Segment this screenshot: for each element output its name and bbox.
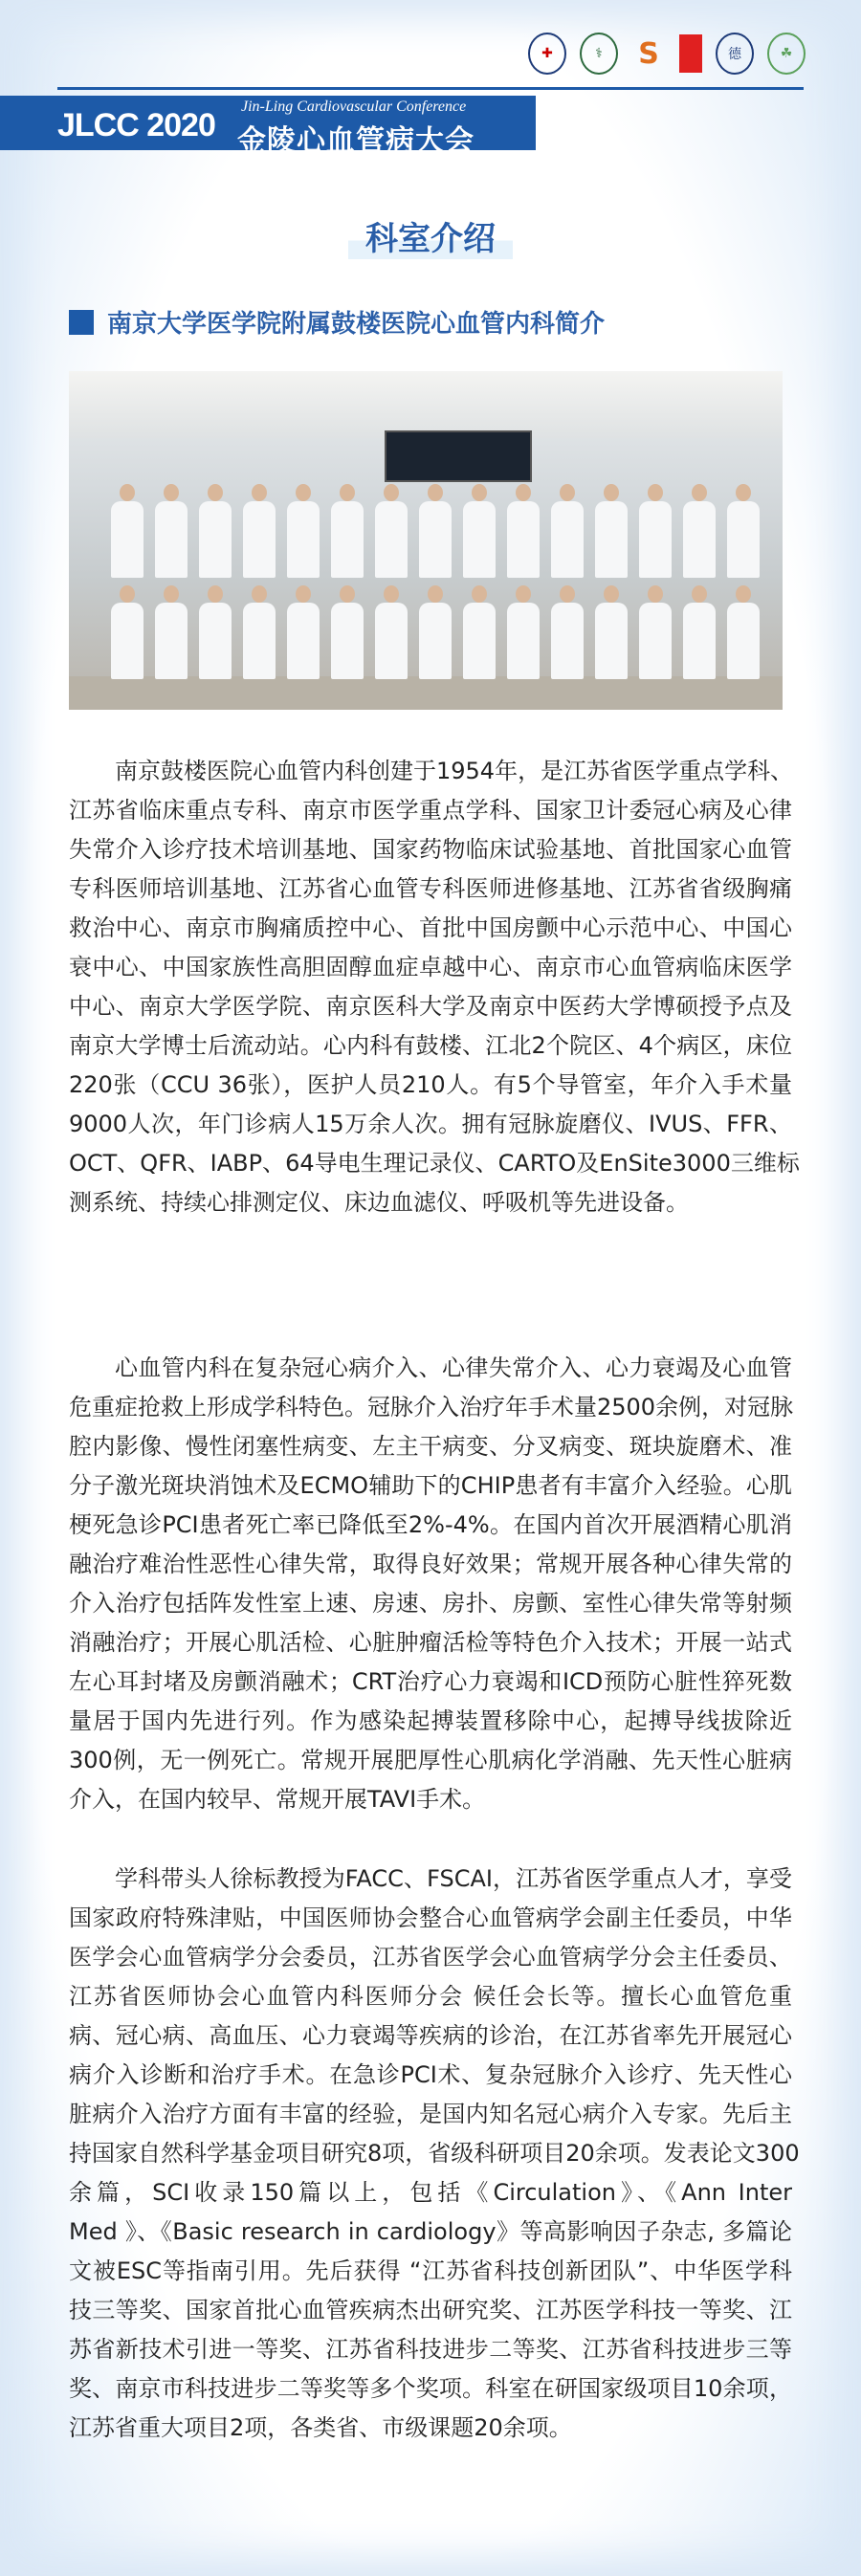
paragraph-line: 衰中心、中国家族性高胆固醇血症卓越中心、南京市心血管病临床医学: [69, 954, 792, 980]
paragraph-line: 国家政府特殊津贴，中国医师协会整合心血管病学会副主任委员，中华: [69, 1904, 792, 1931]
medical-association-logo-icon: ⚕: [580, 33, 618, 75]
paragraph-line: 梗死急诊PCI患者死亡率已降低至2%-4%。在国内首次开展酒精心肌消: [69, 1511, 792, 1538]
photo-person: [329, 484, 365, 580]
red-tower-logo-icon: [679, 34, 702, 73]
s-logo-icon: S: [638, 36, 659, 71]
photo-person: [109, 484, 145, 580]
paragraph-leader: [69, 1860, 800, 2448]
paragraph-line: 220张（CCU 36张），医护人员210人。有5个导管室，年介入手术量: [69, 1071, 792, 1098]
photo-person: [637, 585, 673, 681]
photo-person: [681, 585, 718, 681]
photo-person: [725, 585, 762, 681]
paragraph-line: 学科带头人徐标教授为FACC、FSCAI，江苏省医学重点人才，享受: [115, 1865, 792, 1892]
photo-floor: [69, 676, 783, 710]
paragraph-line: OCT、QFR、IABP、64导电生理记录仪、CARTO及EnSite3000三维标: [69, 1150, 800, 1177]
gulou-hospital-logo-icon: ✚: [528, 33, 566, 75]
paragraph-line: 消融治疗；开展心肌活检、心脏肿瘤活检等特色介入技术；开展一站式: [69, 1629, 792, 1656]
paragraph-line: 300例，无一例死亡。常规开展肥厚性心肌病化学消融、先天性心脏病: [69, 1747, 792, 1773]
clover-logo-icon: ☘: [767, 33, 806, 75]
paragraph-line: 腔内影像、慢性闭塞性病变、左主干病变、分叉病变、斑块旋磨术、准: [69, 1433, 792, 1460]
paragraph-line: 持国家自然科学基金项目研究8项，省级科研项目20余项。发表论文300: [69, 2140, 800, 2167]
photo-person: [153, 585, 189, 681]
paragraph-line: 医学会心血管病学分会委员，江苏省医学会心血管病学分会主任委员、: [69, 1944, 792, 1971]
photo-person: [241, 585, 277, 681]
paragraph-line: 专科医师培训基地、江苏省心血管专科医师进修基地、江苏省省级胸痛: [69, 875, 792, 902]
photo-person: [505, 484, 541, 580]
paragraph-line: 技三等奖、国家首批心血管疾病杰出研究奖、江苏医学科技一等奖、江: [69, 2297, 792, 2323]
paragraph-line: 心血管内科在复杂冠心病介入、心律失常介入、心力衰竭及心血管: [115, 1354, 792, 1381]
photo-person: [461, 585, 497, 681]
paragraph-line: 奖、南京市科技进步二等奖等多个奖项。科室在研国家级项目10余项，: [69, 2375, 792, 2402]
paragraph-specialties: [69, 1349, 792, 1819]
paragraph-line: 介入，在国内较早、常规开展TAVI手术。: [69, 1786, 486, 1813]
photo-person: [593, 585, 629, 681]
conference-english-name: Jin-Ling Cardiovascular Conference: [241, 99, 467, 115]
photo-person: [285, 484, 321, 580]
photo-person: [549, 585, 585, 681]
photo-monitor-wall: [385, 430, 532, 482]
header-divider: [57, 87, 804, 90]
paragraph-line: 左心耳封堵及房颤消融术；CRT治疗心力衰竭和ICD预防心脏性猝死数: [69, 1668, 792, 1695]
de-logo-icon: 德: [716, 33, 754, 75]
photo-person: [417, 585, 453, 681]
team-group-photo: [69, 371, 783, 710]
conference-chinese-name: 金陵心血管病大会: [237, 124, 475, 158]
paragraph-line: 脏病介入治疗方面有丰富的经验，是国内知名冠心病介入专家。先后主: [69, 2101, 792, 2127]
paragraph-line: 江苏省医师协会心血管内科医师分会 候任会长等。擅长心血管危重: [69, 1983, 792, 2010]
photo-staff-group: [107, 481, 763, 681]
photo-person: [153, 484, 189, 580]
paragraph-line: 测系统、持续心排测定仪、床边血滤仪、呼吸机等先进设备。: [69, 1189, 689, 1216]
photo-person: [373, 585, 409, 681]
photo-person: [285, 585, 321, 681]
paragraph-line: 江苏省临床重点专科、南京市医学重点学科、国家卫计委冠心病及心律: [69, 797, 792, 824]
paragraph-line: 江苏省重大项目2项，各类省、市级课题20余项。: [69, 2414, 572, 2441]
paragraph-line: 量居于国内先进行列。作为感染起搏装置移除中心，起搏导线拔除近: [69, 1707, 792, 1734]
paragraph-intro: [69, 752, 800, 1222]
photo-person: [593, 484, 629, 580]
paragraph-line: 救治中心、南京市胸痛质控中心、首批中国房颤中心示范中心、中国心: [69, 914, 792, 941]
paragraph-line: 文被ESC等指南引用。先后获得 “江苏省科技创新团队”、中华医学科: [69, 2257, 792, 2284]
paragraph-line: 9000人次，年门诊病人15万余人次。拥有冠脉旋磨仪、IVUS、FFR、: [69, 1111, 792, 1137]
square-bullet-icon: [69, 310, 94, 335]
photo-person: [725, 484, 762, 580]
photo-person: [197, 484, 233, 580]
photo-person: [109, 585, 145, 681]
photo-person: [505, 585, 541, 681]
page-title-wrap: [0, 212, 861, 259]
photo-person: [417, 484, 453, 580]
paragraph-line: 苏省新技术引进一等奖、江苏省科技进步二等奖、江苏省科技进步三等: [69, 2336, 792, 2363]
photo-person: [681, 484, 718, 580]
paragraph-line: 介入治疗包括阵发性室上速、房速、房扑、房颤、室性心律失常等射频: [69, 1590, 792, 1617]
photo-person: [329, 585, 365, 681]
section-heading: [69, 304, 605, 340]
paragraph-line: 融治疗难治性恶性心律失常，取得良好效果；常规开展各种心律失常的: [69, 1551, 792, 1577]
paragraph-line: 中心、南京大学医学院、南京医科大学及南京中医药大学博硕授予点及: [69, 993, 792, 1020]
photo-person: [241, 484, 277, 580]
section-title: 南京大学医学院附属鼓楼医院心血管内科简介: [107, 310, 606, 339]
photo-person: [197, 585, 233, 681]
paragraph-line: 危重症抢救上形成学科特色。冠脉介入治疗年手术量2500余例，对冠脉: [69, 1394, 794, 1420]
paragraph-line: 分子激光斑块消蚀术及ECMO辅助下的CHIP患者有丰富介入经验。心肌: [69, 1472, 792, 1499]
paragraph-line: 病、冠心病、高血压、心力衰竭等疾病的诊治，在江苏省率先开展冠心: [69, 2022, 792, 2049]
photo-person: [637, 484, 673, 580]
paragraph-line: Med 》、《Basic research in cardiology》等高影响因子杂志, 多篇论: [69, 2218, 792, 2245]
paragraph-line: 失常介入诊疗技术培训基地、国家药物临床试验基地、首批国家心血管: [69, 836, 792, 863]
paragraph-line: 南京大学博士后流动站。心内科有鼓楼、江北2个院区、4个病区，床位: [69, 1032, 792, 1059]
conference-code: JLCC 2020: [57, 107, 215, 143]
photo-ceiling: [69, 371, 783, 438]
conference-banner: [0, 96, 536, 158]
paragraph-line: 病介入诊断和治疗手术。在急诊PCI术、复杂冠脉介入诊疗、先天性心: [69, 2061, 792, 2088]
paragraph-line: 余篇，SCI收录150篇以上，包括《Circulation》、《Ann Inter: [69, 2179, 792, 2206]
photo-person: [461, 484, 497, 580]
photo-person: [549, 484, 585, 580]
paragraph-line: 南京鼓楼医院心血管内科创建于1954年，是江苏省医学重点学科、: [115, 758, 794, 784]
partner-logos: [528, 33, 806, 75]
page-title: 科室介绍: [348, 212, 513, 259]
photo-person: [373, 484, 409, 580]
